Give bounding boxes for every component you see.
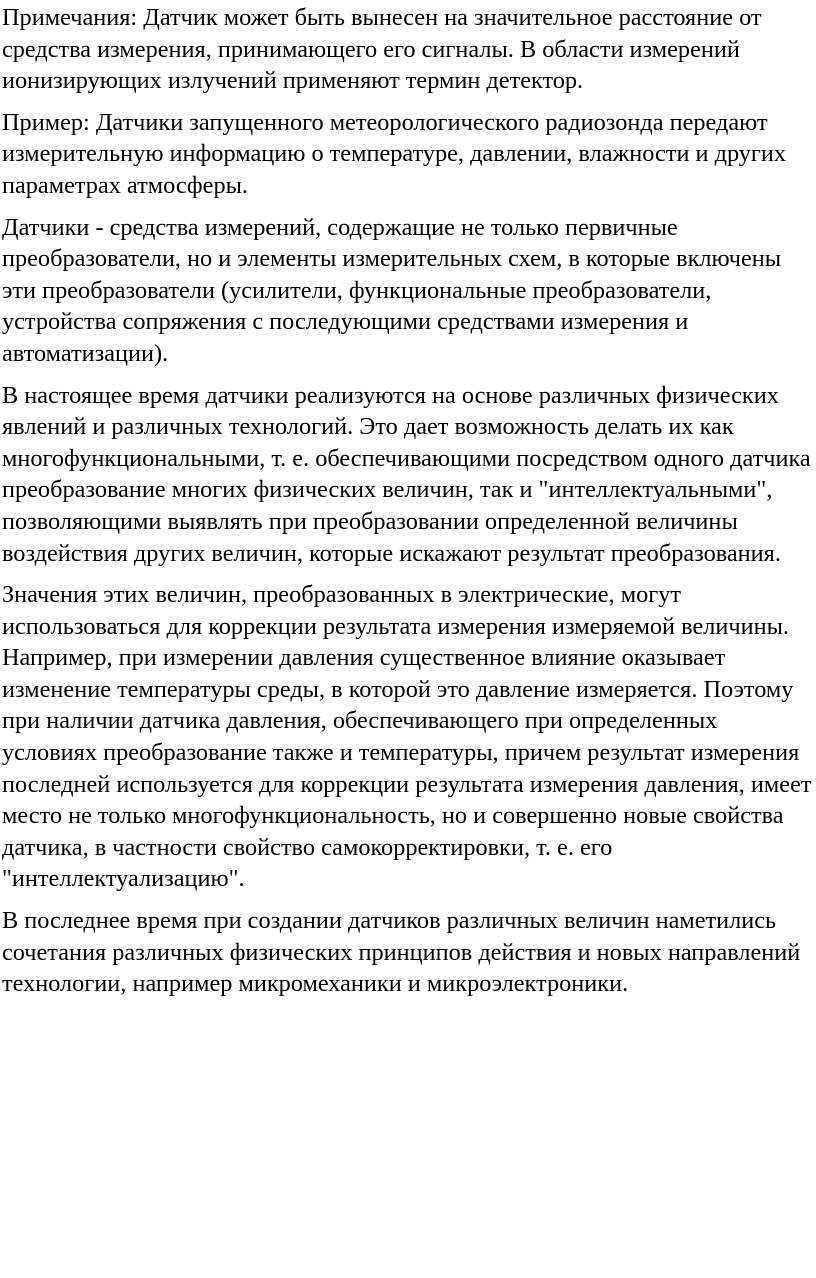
document-body <box>2 2 814 1010</box>
paragraph-notes: Примечания: Датчик может быть вынесен на значительное расстояние от средства измерения, принимающего его сигналы. В области измерений ионизирующих излучений применяют термин детектор. <box>2 4 762 95</box>
paragraph-current-technologies: В настоящее время датчики реализуются на основе различных физических явлений и различных технологий. Это дает возможность делать их как многофункциональными, т. е. обеспечивающими посредством одного датчика преобразование многих физических величин, так и "интеллектуальными", позволяющими выявлять при преобразовании определенной величины воздействия других величин, которые искажают результат преобразования. <box>2 381 811 567</box>
paragraph-sensor-definition: Датчики - средства измерений, содержащие не только первичные преобразователи, но и элементы измерительных схем, в которые включены эти преобразователи (усилители, функциональные преобразователи, устройства сопряжения с последующими средствами измерения и автоматизации). <box>2 213 782 367</box>
paragraph-recent-trends: В последнее время при создании датчиков различных величин наметились сочетания различных физических принципов действия и новых направлений технологии, например микромеханики и микроэлектроники. <box>2 907 801 998</box>
paragraph-correction: Значения этих величин, преобразованных в электрические, могут использоваться для коррекции результата измерения измеряемой величины. Например, при измерении давления существенное влияние оказывает изменение температуры среды, в которой это давление измеряется. Поэтому при наличии датчика давления, обеспечивающего при определенных условиях преобразование также и температуры, причем результат измерения последней используется для коррекции результата измерения давления, имеет место не только многофункциональность, но и совершенно новые свойства датчика, в частности свойство самокорректировки, т. е. его "интеллектуализацию". <box>2 581 812 893</box>
paragraph-example: Пример: Датчики запущенного метеорологического радиозонда передают измерительную информацию о температуре, давлении, влажности и других параметрах атмосферы. <box>2 108 787 199</box>
